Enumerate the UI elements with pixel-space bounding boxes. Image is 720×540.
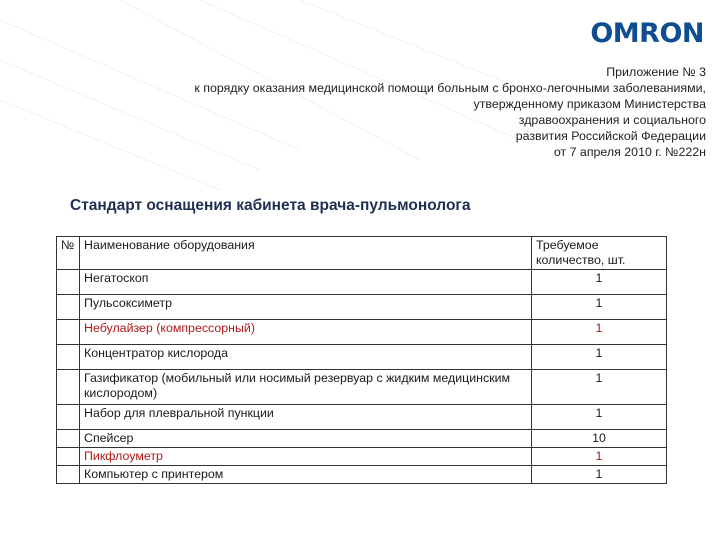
table-row: [57, 345, 667, 370]
table-row: [57, 320, 667, 345]
equipment-quantity: 1: [532, 320, 667, 345]
equipment-name: Пульсоксиметр: [80, 295, 532, 320]
table-row: [57, 448, 667, 466]
equipment-name: Негатоскоп: [80, 270, 532, 295]
equipment-name: Концентратор кислорода: [80, 345, 532, 370]
equipment-table: [56, 236, 667, 484]
annex-line: утвержденному приказом Министерства: [473, 97, 706, 111]
header-number: №: [57, 237, 80, 270]
table-row: [57, 430, 667, 448]
equipment-quantity: 1: [532, 466, 667, 484]
table-row: [57, 466, 667, 484]
equipment-quantity: 1: [532, 295, 667, 320]
equipment-quantity: 1: [532, 270, 667, 295]
annex-line: развития Российской Федерации: [515, 129, 706, 143]
equipment-name: Пикфлоуметр: [80, 448, 532, 466]
row-number-cell: [57, 448, 80, 466]
table-row: [57, 405, 667, 430]
equipment-name: Набор для плевральной пункции: [80, 405, 532, 430]
annex-line: к порядку оказания медицинской помощи больным с бронхо-легочными заболеваниями,: [194, 81, 706, 95]
row-number-cell: [57, 370, 80, 405]
table-row: [57, 295, 667, 320]
equipment-quantity: 1: [532, 405, 667, 430]
equipment-quantity: 1: [532, 448, 667, 466]
annex-line: здравоохранения и социального: [518, 113, 706, 127]
header-name: Наименование оборудования: [80, 237, 532, 270]
row-number-cell: [57, 320, 80, 345]
equipment-name: Компьютер с принтером: [80, 466, 532, 484]
omron-logo: OMRON: [590, 18, 704, 49]
table-header-row: [57, 237, 667, 270]
annex-line: от 7 апреля 2010 г. №222н: [553, 145, 706, 159]
equipment-quantity: 10: [532, 430, 667, 448]
equipment-quantity: 1: [532, 370, 667, 405]
annex-note: [66, 64, 706, 160]
table-row: [57, 270, 667, 295]
table-row: [57, 370, 667, 405]
row-number-cell: [57, 405, 80, 430]
row-number-cell: [57, 466, 80, 484]
row-number-cell: [57, 270, 80, 295]
equipment-quantity: 1: [532, 345, 667, 370]
row-number-cell: [57, 295, 80, 320]
equipment-name: Спейсер: [80, 430, 532, 448]
row-number-cell: [57, 345, 80, 370]
row-number-cell: [57, 430, 80, 448]
header-quantity: Требуемое количество, шт.: [532, 237, 667, 270]
equipment-name: Газификатор (мобильный или носимый резервуар с жидким медицинским кислородом): [80, 370, 532, 405]
page-title: Стандарт оснащения кабинета врача-пульмонолога: [70, 197, 471, 214]
annex-line: Приложение № 3: [606, 65, 706, 79]
equipment-name: Небулайзер (компрессорный): [80, 320, 532, 345]
